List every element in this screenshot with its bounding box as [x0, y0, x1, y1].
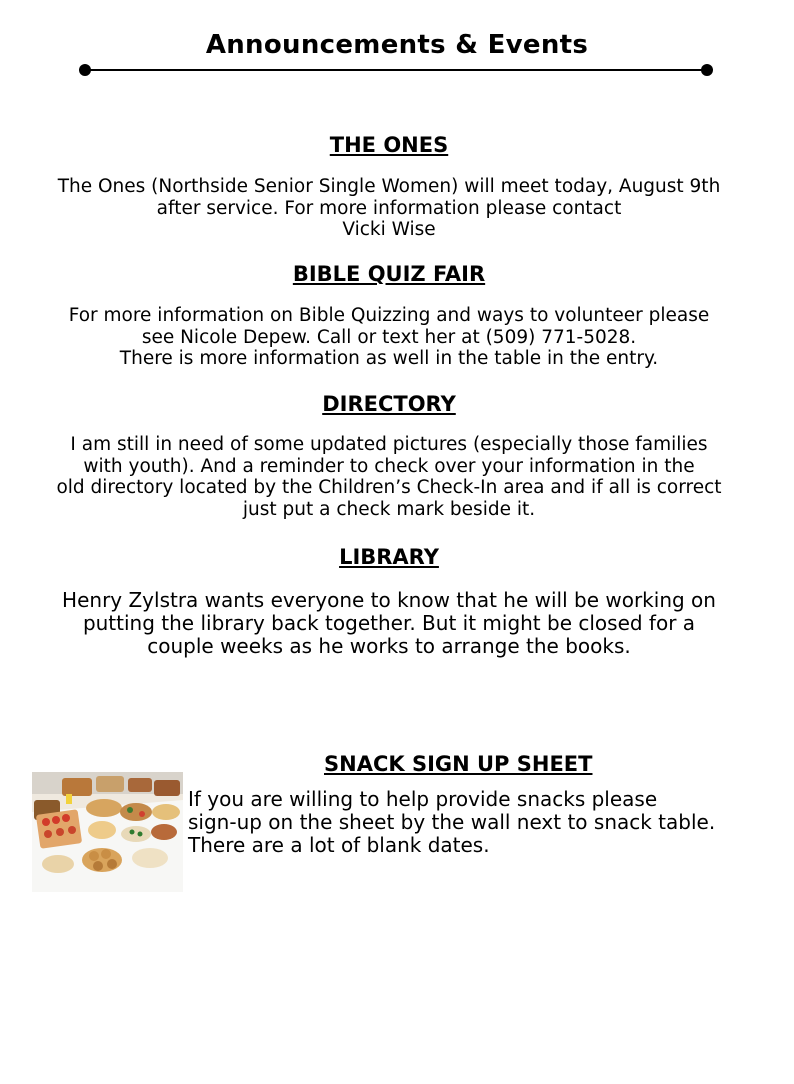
section-body-bible-quiz-fair — [0, 305, 778, 370]
page-title: Announcements & Events — [205, 30, 589, 60]
section-body-snack-sign-up — [188, 788, 778, 857]
title-rule — [84, 69, 708, 71]
section-heading-bible-quiz-fair: BIBLE QUIZ FAIR — [292, 262, 486, 286]
body-line: I am still in need of some updated pictures (especially those families — [70, 434, 708, 455]
body-line: Vicki Wise — [342, 219, 436, 240]
body-line: For more information on Bible Quizzing and ways to volunteer please — [68, 305, 710, 326]
rule-dot-left — [79, 64, 91, 76]
snack-table-photo — [32, 772, 183, 892]
body-line: sign-up on the sheet by the wall next to snack table. — [188, 810, 716, 834]
body-line: There are a lot of blank dates. — [188, 833, 490, 857]
section-heading-the-ones: THE ONES — [329, 133, 449, 157]
body-line: old directory located by the Children’s Check-In area and if all is correct — [56, 477, 722, 498]
body-line: There is more information as well in the table in the entry. — [119, 348, 659, 369]
body-line: see Nicole Depew. Call or text her at (509) 771-5028. — [141, 326, 637, 348]
body-line: couple weeks as he works to arrange the books. — [147, 634, 631, 658]
snack-table-photo-icon — [32, 772, 183, 892]
body-line: putting the library back together. But it might be closed for a — [82, 611, 696, 635]
body-line: just put a check mark beside it. — [242, 498, 536, 520]
section-body-the-ones — [0, 176, 778, 241]
body-line: after service. For more information please contact — [156, 197, 622, 219]
section-heading-directory: DIRECTORY — [322, 392, 456, 416]
body-line: Henry Zylstra wants everyone to know that he will be working on — [62, 588, 716, 612]
body-line: with youth). And a reminder to check over your information in the — [83, 455, 695, 477]
rule-dot-right — [701, 64, 713, 76]
section-heading-library: LIBRARY — [339, 545, 439, 569]
section-body-library — [0, 589, 778, 658]
body-line: The Ones (Northside Senior Single Women) will meet today, August 9th — [57, 176, 721, 197]
body-line: If you are willing to help provide snacks please — [188, 787, 658, 811]
section-body-directory — [0, 434, 778, 520]
section-heading-snack-sign-up: SNACK SIGN UP SHEET — [324, 752, 593, 776]
